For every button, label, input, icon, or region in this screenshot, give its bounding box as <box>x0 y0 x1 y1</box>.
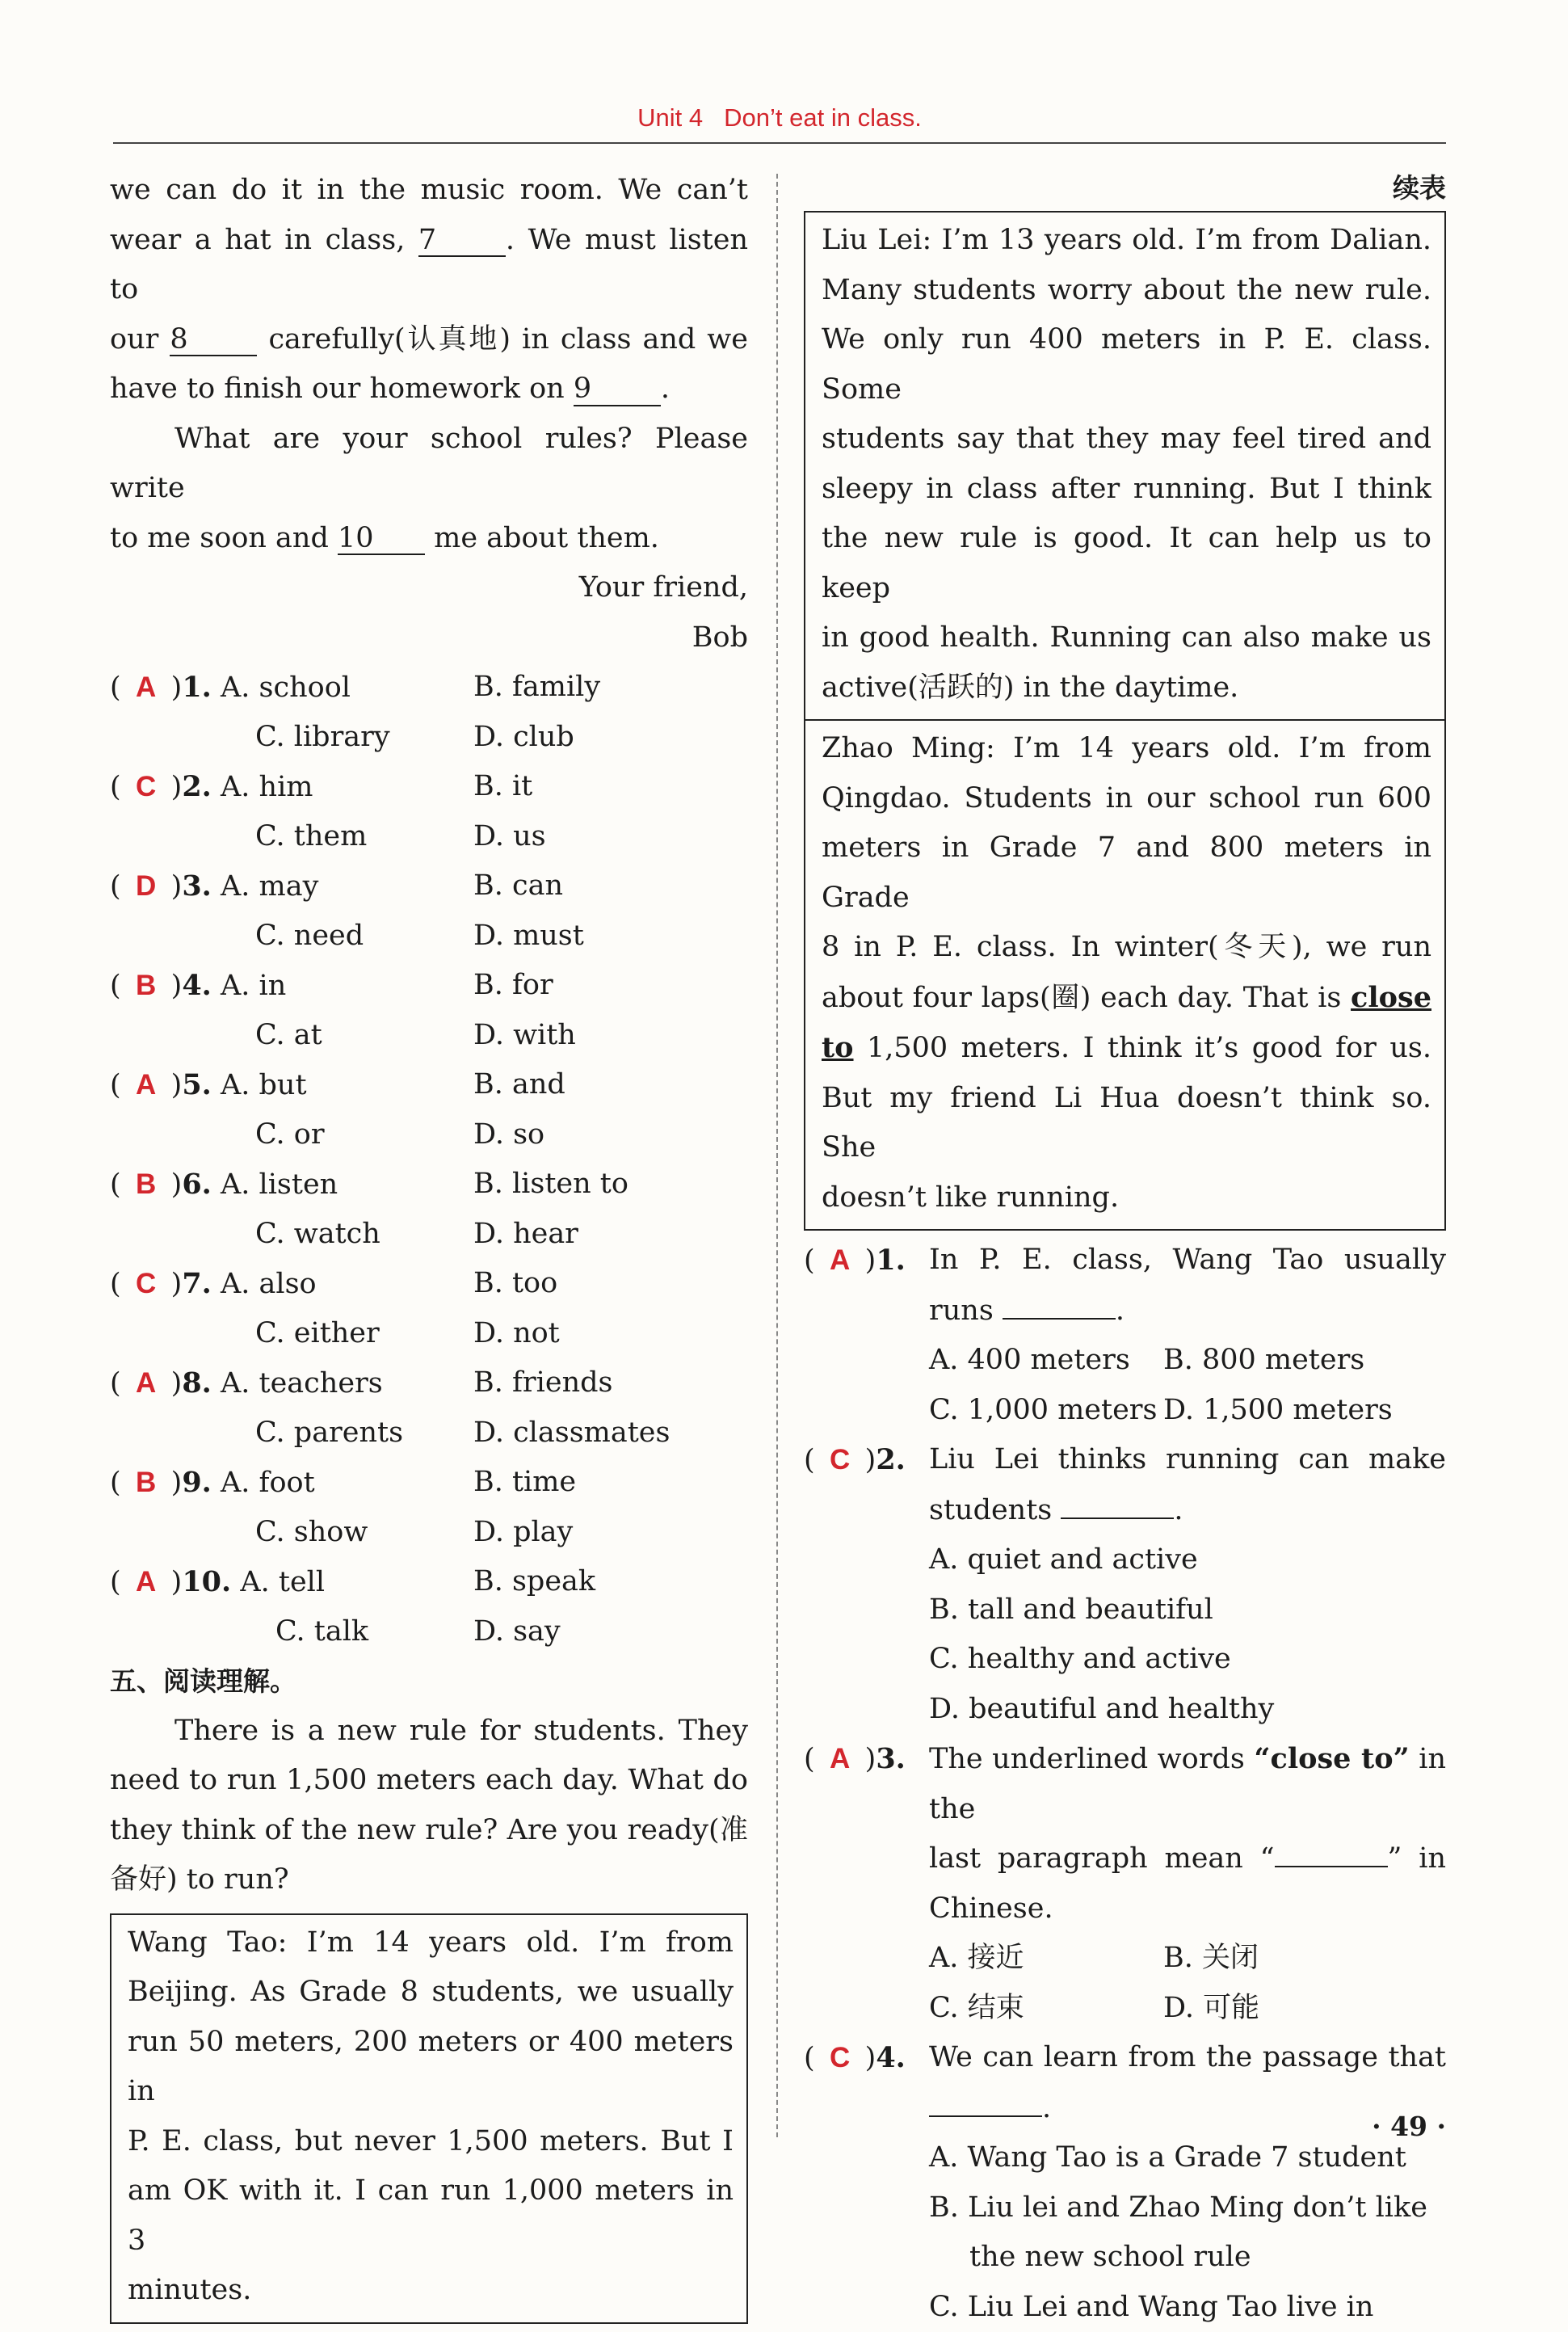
letter-line: wear a hat in class, 7 . We must listen to <box>110 216 748 315</box>
reading-section: 五、阅读理解。 There is a new rule for students. They need to run 1,500 meters each day. What do they think of the new rule? Are you ready(准 备好) to run? Wang Tao: I’m 14 years old. I’m from Beijing. As Grade 8 students, we usually run 50 meters, 200 meters or 400 meters in P. E. class, but never 1,500 meters. But I am OK with it. I can run 1,000 meters in 3 minutes. <box>110 1656 748 2324</box>
unit-title: Don’t eat in class. <box>724 103 922 132</box>
passage-line: doesn’t like running. <box>822 1173 1431 1223</box>
passage-line: students say that they may feel tired and <box>822 415 1431 465</box>
blank-7: 7 <box>418 225 506 258</box>
answer-blank <box>1003 1318 1116 1320</box>
option: B. tall and beautiful <box>804 1585 1446 1635</box>
cloze-question: ( B )4. A. in B. for C. at D. with <box>110 961 748 1060</box>
answer-blank <box>1061 1517 1174 1519</box>
passage-box-zhao-ming <box>804 719 1446 1231</box>
option: D. beautiful and healthy <box>804 1685 1446 1735</box>
passage-line: 8 in P. E. class. In winter(冬天), we run <box>822 923 1431 973</box>
passage-line: meters in Grade 7 and 800 meters in Grade <box>822 823 1431 923</box>
option-c: C. watch <box>110 1210 473 1260</box>
option-b: B. time <box>473 1458 576 1508</box>
option-a: A. also <box>221 1268 317 1300</box>
reading-question-1: ( A )1. In P. E. class, Wang Tao usually <box>804 1235 1446 1286</box>
answer-mark: C <box>815 1435 865 1485</box>
letter-signature: Bob <box>110 613 748 663</box>
answer-mark: B <box>121 1160 171 1210</box>
letter-line: we can do it in the music room. We can’t <box>110 166 748 216</box>
option-d: D. hear <box>473 1210 578 1260</box>
passage-box-wang-tao <box>110 1913 748 2324</box>
right-column <box>804 166 1446 2332</box>
option-c: C. at <box>110 1011 473 1061</box>
answer-mark: B <box>121 1458 171 1508</box>
letter-line: our 8 carefully(认真地) in class and we <box>110 315 748 365</box>
passage-line: minutes. <box>128 2266 734 2316</box>
option: C. Liu Lei and Wang Tao live in <box>804 2283 1446 2332</box>
answer-mark: D <box>121 861 171 911</box>
passage-box-liu-lei <box>804 211 1446 719</box>
answer-blank <box>929 2115 1042 2117</box>
reading-questions: ( A )1. In P. E. class, Wang Tao usually runs . A. 400 meters B. 800 meters C. 1,000 meters D. 1,500 meters ( C )2. Liu Lei thinks running can make students . A. quiet and active B. tall and beautiful C. healthy and active D. beautiful and healthy ( A )3. The underlined words “close to” in the last paragraph mean “ ” in Chinese. A. 接近 B. 关闭 C. 结束 D. 可能 ( C )4. We can learn from the passage that . A. Wang Tao is a Grade 7 student B. Liu lei and Zhao Ming don’t like the new school rule C. Liu Lei and Wang Tao live in <box>804 1235 1446 2332</box>
passage-line: run 50 meters, 200 meters or 400 meters in <box>128 2018 734 2117</box>
option-c: C. them <box>110 812 473 862</box>
passage-line: P. E. class, but never 1,500 meters. But I <box>128 2117 734 2167</box>
passage-line: active(活跃的) in the daytime. <box>822 663 1431 713</box>
option-a: A. may <box>221 870 318 903</box>
column-divider <box>776 174 778 2137</box>
passage-line: Beijing. As Grade 8 students, we usually <box>128 1968 734 2018</box>
option-b: B. family <box>473 663 600 713</box>
option-c: C. need <box>110 911 473 962</box>
letter-line: to me soon and 10 me about them. <box>110 514 748 564</box>
option-a: A. school <box>221 671 351 704</box>
cloze-question: ( A )10. A. tell B. speak C. talk D. say <box>110 1557 748 1656</box>
answer-mark: C <box>121 762 171 812</box>
page-number: · 49 · <box>1357 2111 1446 2142</box>
option-d: D. classmates <box>473 1408 670 1459</box>
passage-line: to 1,500 meters. I think it’s good for us. <box>822 1023 1431 1074</box>
passage-line: We only run 400 meters in P. E. class. Some <box>822 315 1431 415</box>
left-column <box>110 166 748 2324</box>
option-c: C. talk <box>110 1607 473 1657</box>
underlined-to: to <box>822 1031 854 1064</box>
option-c: C. library <box>110 713 473 763</box>
answer-blank <box>1275 1866 1388 1867</box>
answer-mark: C <box>815 2033 865 2083</box>
answer-mark: A <box>121 1557 171 1607</box>
answer-mark: B <box>121 961 171 1011</box>
passage-line: sleepy in class after running. But I think <box>822 465 1431 515</box>
letter-text <box>110 166 748 663</box>
option-d: D. club <box>473 713 574 763</box>
answer-mark: A <box>121 1358 171 1408</box>
option-d: D. play <box>473 1508 573 1558</box>
reading-question-2: ( C )2. Liu Lei thinks running can make <box>804 1435 1446 1486</box>
letter-closing: Your friend, <box>110 563 748 613</box>
cloze-question: ( A )5. A. but B. and C. or D. so <box>110 1060 748 1160</box>
blank-10: 10 <box>338 523 425 556</box>
option-a: A. foot <box>221 1467 315 1499</box>
header-rule <box>113 142 1446 144</box>
option: C. healthy and active <box>804 1635 1446 1685</box>
cloze-question: ( B )6. A. listen B. listen to C. watch D. hear <box>110 1160 748 1259</box>
option-b: B. and <box>473 1060 565 1110</box>
cloze-answers <box>110 663 748 1656</box>
option-d: D. say <box>473 1607 561 1657</box>
answer-mark: A <box>121 1060 171 1110</box>
option-c: C. or <box>110 1110 473 1160</box>
option-b: B. can <box>473 861 563 911</box>
blank-9: 9 <box>574 373 661 406</box>
reading-question-3: ( A )3. The underlined words “close to” in the <box>804 1734 1446 1834</box>
option-b: B. listen to <box>473 1160 628 1210</box>
answer-mark: A <box>121 663 171 713</box>
option: A. quiet and active <box>804 1535 1446 1585</box>
option-a: A. teachers <box>221 1367 383 1400</box>
unit-label: Unit 4 <box>637 103 703 132</box>
option-d: D. not <box>473 1309 560 1359</box>
option-b: B. too <box>473 1259 557 1309</box>
options: C. 1,000 meters D. 1,500 meters <box>804 1386 1446 1436</box>
cloze-question: ( C )7. A. also B. too C. either D. not <box>110 1259 748 1358</box>
page-header <box>113 103 1446 144</box>
option-b: B. speak <box>473 1557 595 1607</box>
option-c: C. show <box>110 1508 473 1558</box>
passage-line: Wang Tao: I’m 14 years old. I’m from <box>128 1918 734 1968</box>
cloze-question: ( B )9. A. foot B. time C. show D. play <box>110 1458 748 1557</box>
passage-line: about four laps(圈) each day. That is close <box>822 973 1431 1024</box>
option-d: D. must <box>473 911 584 962</box>
answer-mark: C <box>121 1259 171 1309</box>
underlined-close: close <box>1351 981 1431 1014</box>
passage-line: Zhao Ming: I’m 14 years old. I’m from <box>822 724 1431 774</box>
option: A. Wang Tao is a Grade 7 student <box>804 2133 1446 2183</box>
passage-line: Many students worry about the new rule. <box>822 266 1431 316</box>
options: C. 结束 D. 可能 <box>804 1984 1446 2034</box>
passage-line: the new rule is good. It can help us to keep <box>822 514 1431 613</box>
option-a: A. in <box>221 970 286 1002</box>
blank-8: 8 <box>170 324 257 357</box>
passage-line: Qingdao. Students in our school run 600 <box>822 774 1431 824</box>
option-b: B. it <box>473 762 532 812</box>
options: A. 400 meters B. 800 meters <box>804 1336 1446 1386</box>
cloze-question: ( D )3. A. may B. can C. need D. must <box>110 861 748 961</box>
option-continuation: the new school rule <box>804 2233 1446 2283</box>
cloze-question: ( A )8. A. teachers B. friends C. parents D. classmates <box>110 1358 748 1458</box>
passage-line: But my friend Li Hua doesn’t think so. She <box>822 1074 1431 1173</box>
cloze-question: ( A )1. A. school B. family C. library D. club <box>110 663 748 762</box>
option-d: D. so <box>473 1110 544 1160</box>
option-c: C. parents <box>110 1408 473 1459</box>
passage-line: am OK with it. I can run 1,000 meters in 3 <box>128 2166 734 2266</box>
answer-mark: A <box>815 1734 865 1784</box>
cloze-question: ( C )2. A. him B. it C. them D. us <box>110 762 748 861</box>
option-a: A. but <box>221 1069 307 1101</box>
reading-question-4: ( C )4. We can learn from the passage that <box>804 2033 1446 2084</box>
answer-mark: A <box>815 1235 865 1286</box>
option-a: A. listen <box>221 1168 338 1201</box>
passage-line: in good health. Running can also make us <box>822 613 1431 663</box>
option-b: B. for <box>473 961 553 1011</box>
option-d: D. us <box>473 812 546 862</box>
letter-line: have to finish our homework on 9 . <box>110 364 748 415</box>
options: A. 接近 B. 关闭 <box>804 1934 1446 1984</box>
option-a: A. tell <box>240 1566 325 1598</box>
continued-label: 续表 <box>804 166 1446 211</box>
option-b: B. friends <box>473 1358 612 1408</box>
passage-line: Liu Lei: I’m 13 years old. I’m from Dalian. <box>822 216 1431 266</box>
letter-line: What are your school rules? Please write <box>110 415 748 514</box>
option-d: D. with <box>473 1011 576 1061</box>
option-c: C. either <box>110 1309 473 1359</box>
option-a: A. him <box>221 771 313 803</box>
section-title: 五、阅读理解。 <box>110 1656 748 1707</box>
option: B. Liu lei and Zhao Ming don’t like <box>804 2183 1446 2233</box>
